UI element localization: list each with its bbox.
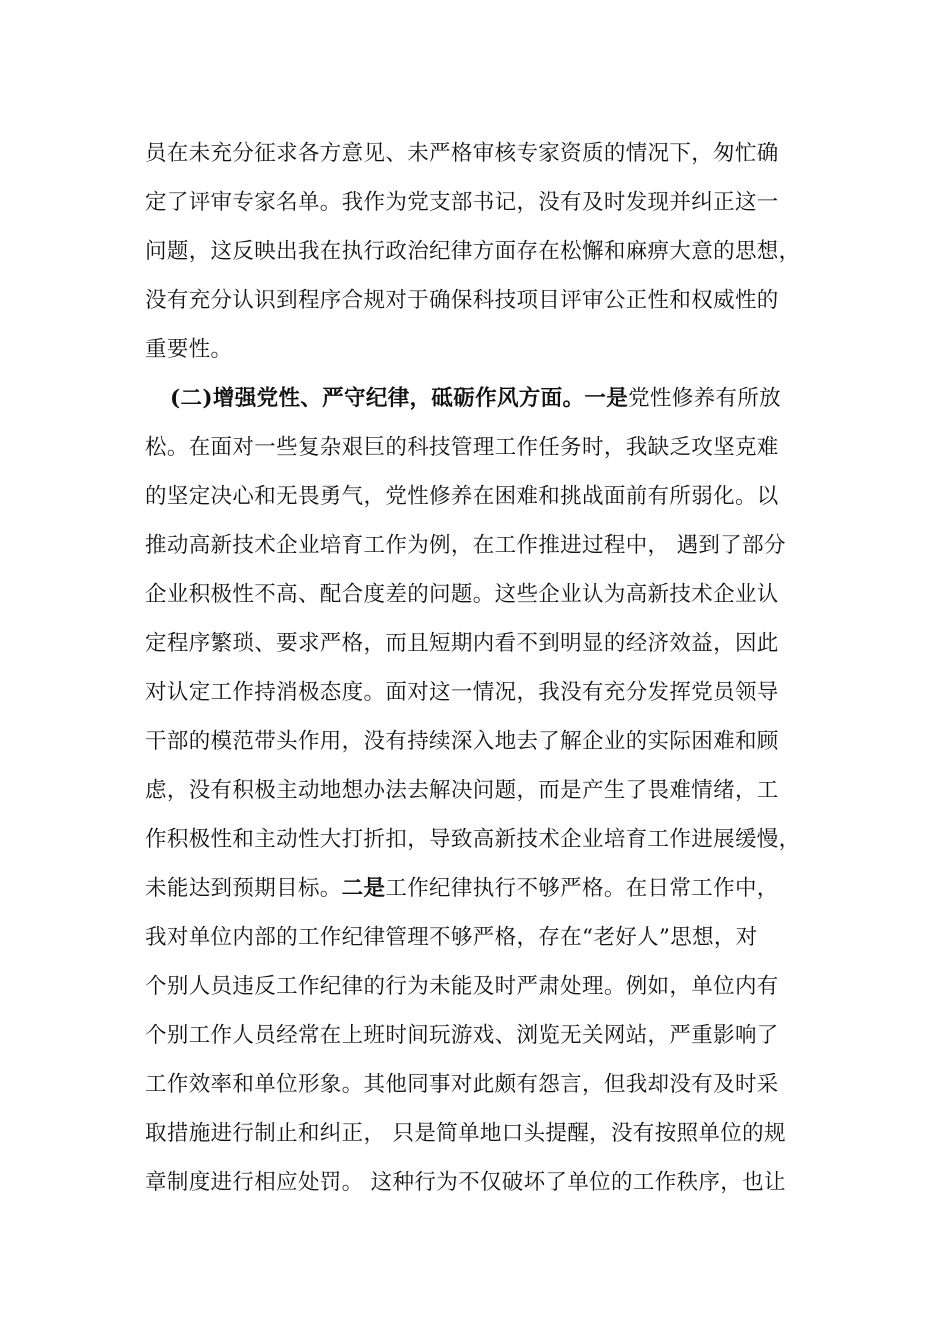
text-line-14 [145, 771, 825, 811]
text-segment: 干部的模范带头作用，没有持续深入地去了解企业的实际困难和顾 [145, 729, 779, 754]
section-heading-line [170, 379, 850, 419]
text-segment: 个别工作人员经常在上班时间玩游戏、浏览无关网站，严重影响了 [145, 1023, 779, 1048]
text-line-12 [145, 673, 825, 713]
text-line-22 [145, 1163, 825, 1203]
text-segment: 对认定工作持消极态度。面对这一情况，我没有充分发挥党员领导 [145, 680, 779, 705]
text-segment: 员在未充分征求各方意见、未严格审核专家资质的情况下，匆忙确 [145, 141, 779, 166]
text-segment: 没有充分认识到程序合规对于确保科技项目评审公正性和权威性的 [145, 288, 779, 313]
text-line-21 [145, 1114, 825, 1154]
text-segment: 虑，没有积极主动地想办法去解决问题，而是产生了畏难情绪，工 [145, 778, 779, 803]
point-two-label: 二是 [341, 876, 386, 901]
text-line-5 [145, 330, 825, 370]
text-line-16 [145, 869, 825, 909]
text-segment: 的坚定决心和无畏勇气，党性修养在困难和挑战面前有所弱化。以 [145, 484, 779, 509]
text-line-8 [145, 477, 825, 517]
text-line-11 [145, 624, 825, 664]
text-segment: 定了评审专家名单。我作为党支部书记，没有及时发现并纠正这一 [145, 190, 779, 215]
text-line-15 [145, 820, 825, 860]
text-line-2 [145, 183, 825, 223]
text-line-10 [145, 575, 825, 615]
text-segment: 我对单位内部的工作纪律管理不够严格，存在“老好人”思想，对 [145, 925, 758, 950]
text-line-20 [145, 1065, 825, 1105]
text-segment: 取措施进行制止和纠正， 只是简单地口头提醒，没有按照单位的规 [145, 1121, 786, 1146]
text-segment: 作积极性和主动性大打折扣，导致高新技术企业培育工作进展缓慢， [145, 827, 801, 852]
section-heading: (二)增强党性、严守纪律，砥砺作风方面。 [170, 386, 585, 411]
text-segment: 党性修养有所放 [628, 386, 782, 411]
text-line-19 [145, 1016, 825, 1056]
text-line-7 [145, 428, 825, 468]
text-segment: 工作效率和单位形象。其他同事对此颇有怨言，但我却没有及时采 [145, 1072, 779, 1097]
text-line-4 [145, 281, 825, 321]
text-line-1 [145, 134, 825, 174]
text-line-17 [145, 918, 825, 958]
text-segment: 个别人员违反工作纪律的行为未能及时严肃处理。例如，单位内有 [145, 974, 779, 999]
text-segment: 定程序繁琐、要求严格，而且短期内看不到明显的经济效益，因此 [145, 631, 779, 656]
text-line-13 [145, 722, 825, 762]
text-segment: 企业积极性不高、配合度差的问题。这些企业认为高新技术企业认 [145, 582, 779, 607]
text-segment: 松。在面对一些复杂艰巨的科技管理工作任务时，我缺乏攻坚克难 [145, 435, 779, 460]
text-segment: 问题，这反映出我在执行政治纪律方面存在松懈和麻痹大意的思想， [145, 239, 801, 264]
text-segment: 章制度进行相应处罚。 这种行为不仅破坏了单位的工作秩序，也让 [145, 1170, 786, 1195]
text-line-3 [145, 232, 825, 272]
text-segment: 工作纪律执行不够严格。在日常工作中， [385, 876, 779, 901]
text-segment: 推动高新技术企业培育工作为例，在工作推进过程中， 遇到了部分 [145, 533, 786, 558]
text-segment: 重要性。 [145, 337, 233, 362]
text-segment: 未能达到预期目标。 [145, 876, 342, 901]
text-line-9 [145, 526, 825, 566]
point-one-label: 一是 [584, 386, 629, 411]
text-line-18 [145, 967, 825, 1007]
